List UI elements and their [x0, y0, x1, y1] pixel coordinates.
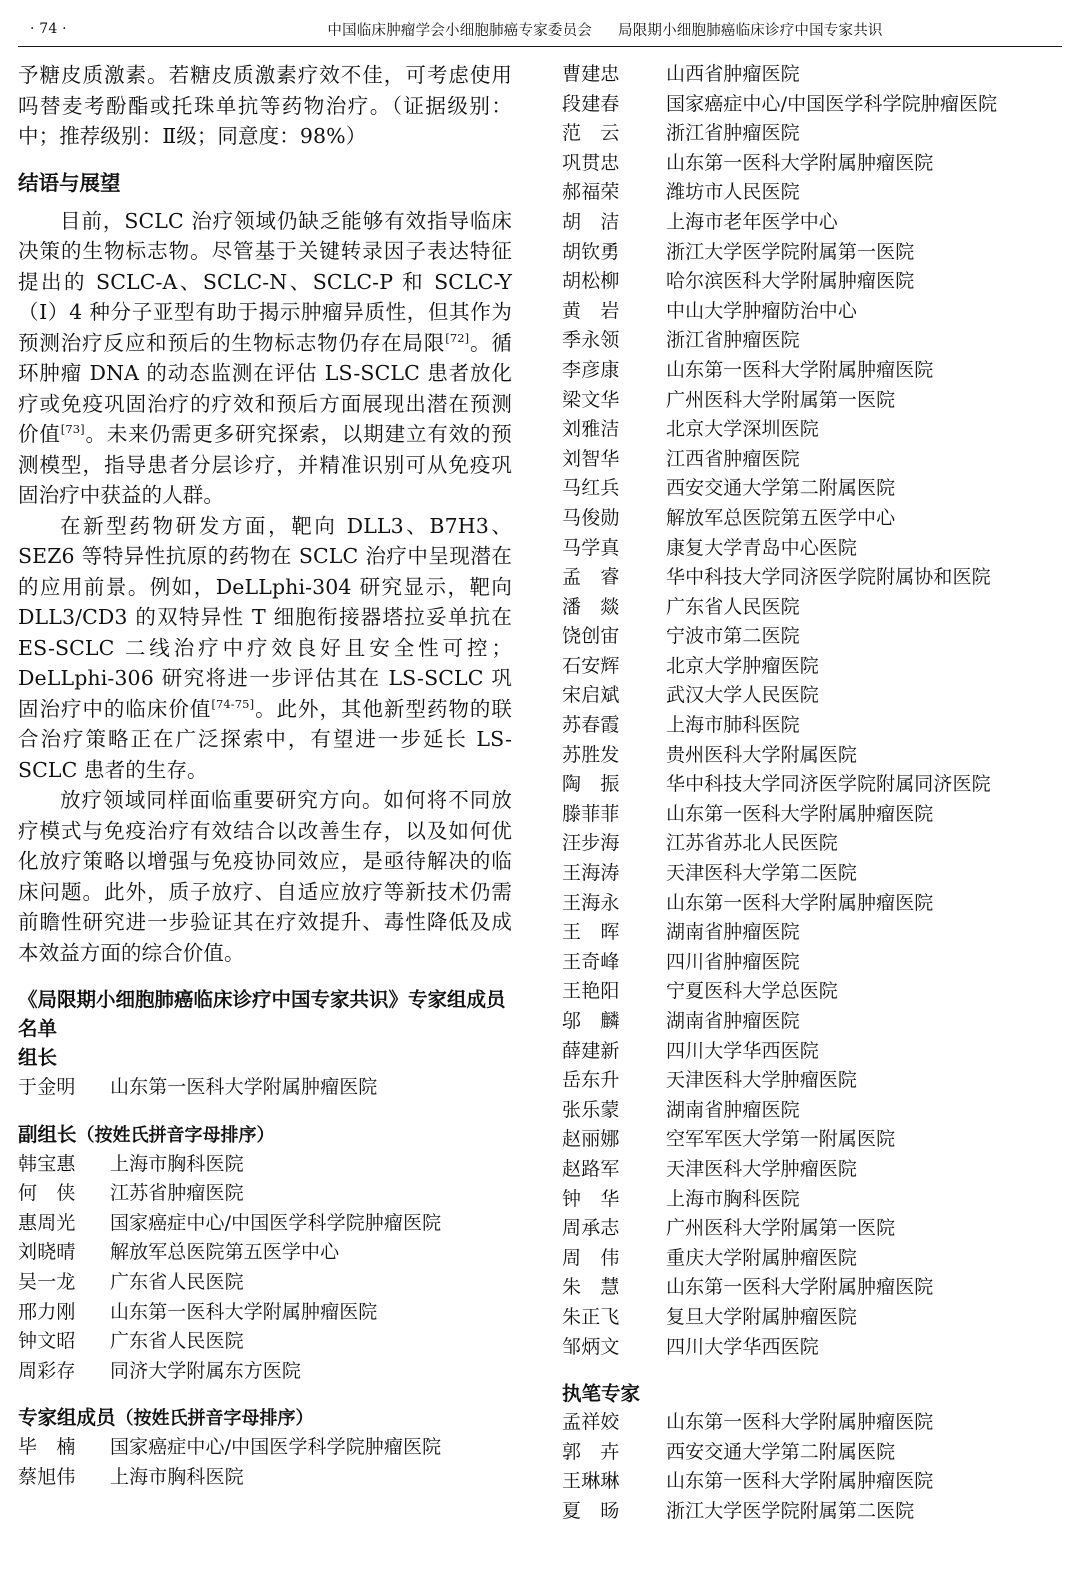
member-name: 刘智华: [562, 447, 620, 470]
member-name: 马红兵: [562, 477, 620, 500]
member-affiliation: 上海市肺科医院: [666, 714, 800, 737]
member-affiliation: 浙江省肿瘤医院: [666, 329, 800, 352]
member-affiliation: 康复大学青岛中心医院: [666, 536, 858, 559]
running-head: [30, 12, 1050, 46]
list-item: [562, 119, 1056, 149]
list-item: [18, 1209, 512, 1239]
list-item: [562, 386, 1056, 416]
list-item: [18, 1357, 512, 1387]
list-item: [18, 1298, 512, 1328]
list-item: [562, 741, 1056, 771]
page-number: · 74 ·: [30, 21, 67, 37]
member-affiliation: 山东第一医科大学附属肿瘤医院: [666, 1411, 934, 1434]
roster-list-members-right: [562, 60, 1056, 1362]
list-item: [18, 1179, 512, 1209]
roster-title: 《局限期小细胞肺癌临床诊疗中国专家共识》专家组成员名单: [18, 988, 506, 1040]
member-name: 刘晓晴: [18, 1241, 76, 1264]
member-affiliation: 宁夏医科大学总医院: [666, 980, 838, 1003]
member-affiliation: 华中科技大学同济医学院附属同济医院: [666, 773, 991, 796]
member-name: 石安辉: [562, 654, 620, 677]
member-affiliation: 上海市胸科医院: [110, 1152, 244, 1175]
member-affiliation: 潍坊市人民医院: [666, 181, 800, 204]
list-item: [562, 356, 1056, 386]
list-item: [562, 1125, 1056, 1155]
list-item: [562, 1214, 1056, 1244]
roster-group-heading-leader: [18, 1043, 512, 1073]
list-item: [562, 149, 1056, 179]
member-affiliation: 广东省人民医院: [666, 595, 800, 618]
roster-list-members-left: [18, 1433, 512, 1492]
member-name: 惠周光: [18, 1211, 76, 1234]
member-affiliation: 广州医科大学附属第一医院: [666, 1217, 896, 1240]
member-affiliation: 浙江大学医学院附属第一医院: [666, 240, 915, 263]
member-name: 周 伟: [562, 1246, 620, 1269]
member-name: 曹建忠: [562, 63, 620, 85]
member-name: 郝福荣: [562, 181, 620, 204]
list-item: [562, 593, 1056, 623]
member-affiliation: 中山大学肿瘤防治中心: [666, 299, 858, 322]
roster-list-leader: [18, 1073, 512, 1103]
list-item: [18, 1463, 512, 1493]
member-name: 蔡旭伟: [18, 1465, 76, 1488]
list-item: [562, 829, 1056, 859]
list-item: [562, 445, 1056, 475]
member-affiliation: 解放军总医院第五医学中心: [666, 506, 896, 529]
member-affiliation: 山东第一医科大学附属肿瘤医院: [110, 1076, 378, 1098]
member-affiliation: 解放军总医院第五医学中心: [110, 1241, 340, 1264]
member-affiliation: 武汉大学人民医院: [666, 684, 819, 707]
member-affiliation: 贵州医科大学附属医院: [666, 743, 858, 766]
running-head-titles: [160, 19, 1050, 40]
member-name: 巩贯忠: [562, 151, 620, 174]
member-name: 夏 旸: [562, 1499, 620, 1522]
list-item: [562, 474, 1056, 504]
member-name: 范 云: [562, 122, 620, 145]
member-name: 王琳琳: [562, 1470, 620, 1493]
member-affiliation: 湖南省肿瘤医院: [666, 1098, 800, 1121]
list-item: [562, 1007, 1056, 1037]
list-item: [562, 60, 1056, 90]
list-item: [562, 563, 1056, 593]
list-item: [562, 800, 1056, 830]
member-affiliation: 上海市胸科医院: [666, 1187, 800, 1210]
member-affiliation: 国家癌症中心/中国医学科学院肿瘤医院: [666, 92, 998, 115]
member-affiliation: 哈尔滨医科大学附属肿瘤医院: [666, 270, 915, 293]
member-affiliation: 天津医科大学肿瘤医院: [666, 1069, 858, 1092]
list-item: [562, 415, 1056, 445]
member-name: 季永领: [562, 329, 620, 352]
list-item: [18, 1150, 512, 1180]
list-item: [562, 90, 1056, 120]
list-item: [562, 297, 1056, 327]
list-item: [562, 977, 1056, 1007]
member-name: 黄 岩: [562, 299, 620, 322]
member-affiliation: 天津医科大学肿瘤医院: [666, 1157, 858, 1180]
member-name: 赵路军: [562, 1157, 620, 1180]
member-name: 王奇峰: [562, 950, 620, 973]
member-affiliation: 同济大学附属东方医院: [110, 1359, 302, 1382]
member-name: 薛建新: [562, 1039, 620, 1062]
list-item: [562, 1155, 1056, 1185]
member-name: 段建春: [562, 92, 620, 115]
running-head-title-right: 局限期小细胞肺癌临床诊疗中国专家共识: [618, 22, 883, 39]
member-name: 胡钦勇: [562, 240, 620, 263]
member-name: 于金明: [18, 1076, 76, 1098]
member-name: 苏胜发: [562, 743, 620, 766]
body-paragraph-3: 放疗领域同样面临重要研究方向。如何将不同放疗模式与免疫治疗有效结合以改善生存，以及如何优化放疗策略以增强与免疫协同效应，是亟待解决的临床问题。此外，质子放疗、自适应放疗等新技术仍需前瞻性研究进一步验证其在疗效提升、毒性降低及成本效益方面的综合价值。: [18, 788, 512, 965]
member-affiliation: 山东第一医科大学附属肿瘤医院: [666, 802, 934, 825]
member-name: 宋启斌: [562, 684, 620, 707]
member-affiliation: 华中科技大学同济医学院附属协和医院: [666, 566, 991, 589]
member-name: 朱 慧: [562, 1276, 620, 1299]
list-item: [562, 238, 1056, 268]
member-affiliation: 宁波市第二医院: [666, 625, 800, 648]
list-item: [562, 681, 1056, 711]
list-item: [562, 1497, 1056, 1527]
member-affiliation: 上海市胸科医院: [110, 1465, 244, 1488]
member-affiliation: 国家癌症中心/中国医学科学院肿瘤医院: [110, 1436, 442, 1459]
roster-group-heading-text: 组长: [18, 1046, 58, 1069]
roster-list-writers: [562, 1408, 1056, 1526]
member-affiliation: 西安交通大学第二附属医院: [666, 1440, 896, 1463]
roster-group-heading-deputy: [18, 1120, 512, 1150]
member-affiliation: 四川大学华西医院: [666, 1039, 819, 1062]
left-column: [18, 60, 518, 1583]
list-item: [562, 1467, 1056, 1497]
member-name: 邢力刚: [18, 1300, 76, 1323]
member-affiliation: 湖南省肿瘤医院: [666, 921, 800, 944]
list-item: [18, 1433, 512, 1463]
member-name: 马俊勋: [562, 506, 620, 529]
member-affiliation: 山东第一医科大学附属肿瘤医院: [666, 1276, 934, 1299]
member-affiliation: 山西省肿瘤医院: [666, 63, 800, 85]
list-item: [562, 1244, 1056, 1274]
roster-group-heading-writers: [562, 1379, 1056, 1408]
list-item: [562, 889, 1056, 919]
member-name: 李彦康: [562, 358, 620, 381]
list-item: [18, 1268, 512, 1298]
member-name: 邬 麟: [562, 1010, 620, 1032]
list-item: [562, 1438, 1056, 1468]
list-item: [562, 1273, 1056, 1303]
member-name: 王海涛: [562, 862, 620, 885]
member-affiliation: 江苏省肿瘤医院: [110, 1182, 244, 1205]
member-affiliation: 重庆大学附属肿瘤医院: [666, 1246, 858, 1269]
member-name: 毕 楠: [18, 1436, 76, 1459]
roster-group-heading-note: （按姓氏拼音字母排序）: [76, 1124, 275, 1146]
member-name: 饶创宙: [562, 625, 620, 648]
member-affiliation: 山东第一医科大学附属肿瘤医院: [110, 1300, 378, 1323]
list-item: [562, 178, 1056, 208]
header-rule: [18, 46, 1062, 47]
member-name: 周彩存: [18, 1359, 76, 1382]
member-affiliation: 北京大学肿瘤医院: [666, 654, 819, 677]
list-item: [562, 1408, 1056, 1438]
member-name: 孟 睿: [562, 566, 620, 589]
member-affiliation: 山东第一医科大学附属肿瘤医院: [666, 151, 934, 174]
member-name: 滕菲菲: [562, 802, 620, 825]
member-name: 韩宝惠: [18, 1152, 76, 1175]
list-item: [562, 326, 1056, 356]
list-item: [562, 711, 1056, 741]
member-affiliation: 山东第一医科大学附属肿瘤医院: [666, 358, 934, 381]
member-name: 梁文华: [562, 388, 620, 411]
member-affiliation: 湖南省肿瘤医院: [666, 1010, 800, 1032]
two-column-layout: [18, 60, 1062, 1583]
member-affiliation: 复旦大学附属肿瘤医院: [666, 1305, 858, 1328]
list-item: [562, 770, 1056, 800]
section-heading-conclusion: 结语与展望: [18, 170, 121, 195]
member-affiliation: 浙江省肿瘤医院: [666, 122, 800, 145]
member-name: 钟 华: [562, 1187, 620, 1210]
list-item: [562, 1066, 1056, 1096]
member-name: 马学真: [562, 536, 620, 559]
member-affiliation: 天津医科大学第二医院: [666, 862, 858, 885]
member-name: 胡松柳: [562, 270, 620, 293]
member-affiliation: 国家癌症中心/中国医学科学院肿瘤医院: [110, 1211, 442, 1234]
member-affiliation: 浙江大学医学院附属第二医院: [666, 1499, 915, 1522]
member-name: 岳东升: [562, 1069, 620, 1092]
member-name: 王海永: [562, 891, 620, 914]
body-paragraph-2: 在新型药物研发方面，靶向 DLL3、B7H3、SEZ6 等特异性抗原的药物在 SCLC 治疗中呈现潜在的应用前景。例如，DeLLphi-304 研究显示，靶向 DLL3/CD3 的双特异性 T 细胞衔接器塔拉妥单抗在 ES-SCLC 二线治疗中疗效良好且安全性可控；DeLLphi-306 研究将进一步评估其在 LS-SCLC 巩固治疗中的临床价值[74-75]。此外，其他新型药物的联合治疗策略正在广泛探索中，有望进一步延长 LS-SCLC 患者的生存。: [18, 513, 512, 782]
list-item: [562, 1096, 1056, 1126]
member-affiliation: 山东第一医科大学附属肿瘤医院: [666, 891, 934, 914]
member-affiliation: 北京大学深圳医院: [666, 418, 819, 441]
member-affiliation: 广东省人民医院: [110, 1330, 244, 1353]
member-name: 郭 卉: [562, 1440, 620, 1463]
list-item: [18, 1238, 512, 1268]
list-item: [562, 622, 1056, 652]
list-item: [562, 948, 1056, 978]
member-affiliation: 广东省人民医院: [110, 1270, 244, 1293]
member-name: 苏春霞: [562, 714, 620, 737]
member-name: 胡 洁: [562, 210, 620, 233]
member-affiliation: 江苏省苏北人民医院: [666, 832, 838, 855]
member-name: 潘 燚: [562, 595, 620, 618]
member-affiliation: 四川省肿瘤医院: [666, 950, 800, 973]
list-item: [562, 1185, 1056, 1215]
member-affiliation: 上海市老年医学中心: [666, 210, 838, 233]
member-name: 朱正飞: [562, 1305, 620, 1328]
list-item: [562, 504, 1056, 534]
member-affiliation: 广州医科大学附属第一医院: [666, 388, 896, 411]
list-item: [18, 1327, 512, 1357]
list-item: [562, 534, 1056, 564]
roster-group-heading-text: 副组长: [18, 1122, 77, 1146]
list-item: [562, 859, 1056, 889]
list-item: [562, 1333, 1056, 1363]
member-name: 陶 振: [562, 773, 620, 796]
list-item: [562, 267, 1056, 297]
member-affiliation: 西安交通大学第二附属医院: [666, 477, 896, 500]
member-affiliation: 江西省肿瘤医院: [666, 447, 800, 470]
member-name: 孟祥姣: [562, 1411, 620, 1434]
member-name: 张乐蒙: [562, 1098, 620, 1121]
roster-group-heading-text: 执笔专家: [562, 1382, 641, 1406]
right-column: [552, 60, 1056, 1583]
list-item: [18, 1073, 512, 1103]
roster-list-deputy: [18, 1150, 512, 1387]
member-affiliation: 四川大学华西医院: [666, 1335, 819, 1358]
list-item: [562, 652, 1056, 682]
running-head-title-left: 中国临床肿瘤学会小细胞肺癌专家委员会: [327, 22, 592, 39]
member-name: 钟文昭: [18, 1330, 76, 1353]
member-name: 汪步海: [562, 832, 620, 855]
member-name: 刘雅洁: [562, 418, 620, 441]
member-name: 王 晖: [562, 921, 620, 944]
member-name: 王艳阳: [562, 980, 620, 1003]
member-name: 赵丽娜: [562, 1128, 620, 1151]
member-name: 邹炳文: [562, 1335, 620, 1358]
list-item: [562, 208, 1056, 238]
list-item: [562, 918, 1056, 948]
member-name: 周承志: [562, 1217, 620, 1240]
member-name: 吴一龙: [18, 1270, 76, 1293]
list-item: [562, 1037, 1056, 1067]
member-name: 何 侠: [18, 1182, 76, 1205]
member-affiliation: 山东第一医科大学附属肿瘤医院: [666, 1470, 934, 1493]
member-affiliation: 空军军医大学第一附属医院: [666, 1128, 896, 1151]
list-item: [562, 1303, 1056, 1333]
roster-group-heading-text: 专家组成员: [18, 1406, 116, 1430]
body-paragraph-1: 目前，SCLC 治疗领域仍缺乏能够有效指导临床决策的生物标志物。尽管基于关键转录因子表达特征提出的 SCLC-A、SCLC-N、SCLC-P 和 SCLC-Y（Ⅰ）4 种分子亚型有助于揭示肿瘤异质性，但其作为预测治疗反应和预后的生物标志物仍存在局限[72]。循环肿瘤 DNA 的动态监测在评估 LS-SCLC 患者放化疗或免疫巩固治疗的疗效和预后方面展现出潜在预测价值[73]。未来仍需更多研究探索，以期建立有效的预测模型，指导患者分层诊疗，并精准识别可从免疫巩固治疗中获益的人群。: [18, 208, 513, 507]
roster-group-heading-members: [18, 1403, 512, 1433]
continued-paragraph: 予糖皮质激素。若糖皮质激素疗效不佳，可考虑使用吗替麦考酚酯或托珠单抗等药物治疗。（证据级别：中；推荐级别：Ⅱ级；同意度：98%）: [18, 63, 512, 148]
roster-group-heading-note: （按姓氏拼音字母排序）: [115, 1408, 314, 1430]
